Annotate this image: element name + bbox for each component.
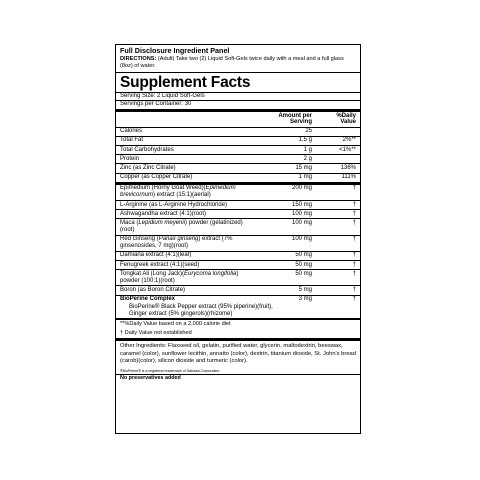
nutrient-dv: [318, 155, 360, 164]
nutrient-name: Copper (as Copper Citrate): [116, 173, 254, 182]
ingredient-dv: †: [318, 270, 360, 286]
ingredient-name-part: Red Ginseng (: [120, 236, 159, 243]
ingredient-name: [116, 251, 254, 260]
nutrient-amount: 1 g: [254, 146, 318, 155]
nutrient-row: [116, 164, 360, 173]
complex-amount: 3 mg: [254, 295, 318, 304]
complex-row: [116, 295, 360, 304]
ingredient-dv: †: [318, 184, 360, 200]
ingredient-name-part: Tongkat Ali (Long Jack)(: [120, 270, 185, 277]
ingredient-name: [116, 235, 254, 251]
nutrient-row: [116, 136, 360, 145]
ingredient-name-part: Boron (as Boron Citrate): [120, 286, 186, 293]
ingredient-name-part: Maca (: [120, 219, 139, 226]
ingredient-name-part: Damiana extract (4:1)(leaf): [120, 252, 192, 259]
ingredient-amount: 50 mg: [254, 270, 318, 286]
nutrient-dv: [318, 127, 360, 136]
ingredient-row: [116, 235, 360, 251]
serving-size: Serving Size: 2 Liquid Soft-Gels: [116, 92, 360, 101]
ingredient-amount: 200 mg: [254, 184, 318, 200]
no-preservatives: No preservatives added: [116, 374, 360, 383]
ingredient-dv: †: [318, 251, 360, 260]
nutrient-name: Calories: [116, 127, 254, 136]
nutrient-row: [116, 146, 360, 155]
nutrient-name: Protein: [116, 155, 254, 164]
nutrient-dv: <1%**: [318, 146, 360, 155]
ingredient-row: [116, 219, 360, 235]
ingredient-name-part: ) powder (100:1)(root): [120, 270, 239, 284]
ingredient-name-part: ) extract (15:1)(aerial): [153, 192, 211, 199]
ingredient-name: [116, 184, 254, 200]
ingredient-row: [116, 201, 360, 210]
disclosure-header: [116, 45, 360, 73]
ingredient-name-part: Ashwagandha extract (4:1)(root): [120, 210, 207, 217]
ingredient-latin-name: Eurycoma longifolia: [184, 270, 237, 277]
ingredient-name-part: L-Arginine (as L-Arginine Hydrochloride): [120, 201, 228, 208]
ingredient-row: [116, 270, 360, 286]
ingredient-amount: 5 mg: [254, 286, 318, 295]
dv-footnote: **%Daily Value based on a 2,000 calorie diet: [120, 321, 231, 328]
nutrient-name: Total Fat: [116, 136, 254, 145]
nutrient-amount: 1 mg: [254, 173, 318, 182]
nutrient-amount: 1.5 g: [254, 136, 318, 145]
nutrient-table: [116, 112, 360, 182]
ingredient-name-part: Fenugreek extract (4:1)(seed): [120, 261, 200, 268]
nutrient-amount: 25: [254, 127, 318, 136]
ingredient-dv: †: [318, 260, 360, 269]
ingredient-table: [116, 184, 360, 318]
nutrient-row: [116, 127, 360, 136]
nutrient-dv: 111%: [318, 173, 360, 182]
nutrient-dv: 136%: [318, 164, 360, 173]
nutrient-row: [116, 155, 360, 164]
ingredient-latin-name: Panax ginseng: [158, 236, 199, 243]
ingredient-row: [116, 184, 360, 200]
directions-text: (Adult) Take two (2) Liquid Soft-Gels twice daily with a meal and a full glass (8oz) of water.: [120, 55, 344, 69]
ingredient-amount: 150 mg: [254, 201, 318, 210]
ingredient-name: [116, 201, 254, 210]
servings-per-container: Servings per Container: 30: [116, 100, 360, 109]
trademark-note: ®BioPerine® is a registered trademark of Sabinsa Corporation: [120, 369, 220, 374]
ingredient-amount: 100 mg: [254, 210, 318, 219]
complex-dv: †: [318, 295, 360, 304]
ingredient-latin-name: Lepidium meyenii: [138, 219, 186, 226]
nutrient-amount: 15 mg: [254, 164, 318, 173]
ingredient-amount: 50 mg: [254, 251, 318, 260]
ingredient-name: [116, 270, 254, 286]
nutrient-dv: 2%**: [318, 136, 360, 145]
nutrient-name: Total Carbohydrates: [116, 146, 254, 155]
col-amount-header: Amount per Serving: [278, 112, 312, 126]
ingredient-amount: 100 mg: [254, 219, 318, 235]
ingredient-name: [116, 260, 254, 269]
ingredient-name-part: Epimedium (Horny Goat Weed)(: [120, 185, 206, 192]
ingredient-row: [116, 286, 360, 295]
ingredient-name: [116, 219, 254, 235]
complex-name: BioPerine Complex: [116, 295, 254, 304]
ingredient-name-part: ) powder (gelatinized)(root): [120, 219, 243, 233]
ingredient-row: [116, 251, 360, 260]
complex-line-1: BioPerine® Black Pepper extract (95% piperine)(fruit),: [129, 303, 273, 310]
directions-label: DIRECTIONS:: [120, 55, 157, 62]
ingredient-dv: †: [318, 235, 360, 251]
other-ingredients: Other Ingredients: Flaxseed oil, gelatin, purified water, glycerin, maltodextrin, beeswax, caramel (color), sunflower lecithin, annatto (color), dextrin, titanium dioxide, St. John's bread (carob)(color), silicon dioxide and turmeric (color).: [116, 338, 360, 367]
nutrient-row: [116, 173, 360, 182]
ingredient-amount: 100 mg: [254, 235, 318, 251]
nutrient-name: Zinc (as Zinc Citrate): [116, 164, 254, 173]
ingredient-name-part: ) extract (7% ginsenosides, 7 mg)(root): [120, 236, 233, 250]
ingredient-row: [116, 260, 360, 269]
supplement-facts-panel: [115, 44, 361, 434]
col-dv-header: %Daily Value: [336, 112, 356, 126]
complex-line-2: Ginger extract (5% gingerols)(rhizome): [129, 310, 233, 317]
directions: [120, 56, 356, 70]
disclosure-title: Full Disclosure Ingredient Panel: [120, 46, 230, 55]
ingredient-dv: †: [318, 286, 360, 295]
nutrient-amount: 2 g: [254, 155, 318, 164]
ingredient-dv: †: [318, 210, 360, 219]
ingredient-row: [116, 210, 360, 219]
facts-title: Supplement Facts: [120, 73, 251, 91]
ingredient-dv: †: [318, 219, 360, 235]
ingredient-name: [116, 286, 254, 295]
ingredient-name: [116, 210, 254, 219]
ingredient-dv: †: [318, 201, 360, 210]
ingredient-amount: 50 mg: [254, 260, 318, 269]
dagger-footnote: † Daily Value not established: [120, 330, 192, 337]
ingredient-latin-name: Epimedium brevicornum: [120, 185, 236, 199]
